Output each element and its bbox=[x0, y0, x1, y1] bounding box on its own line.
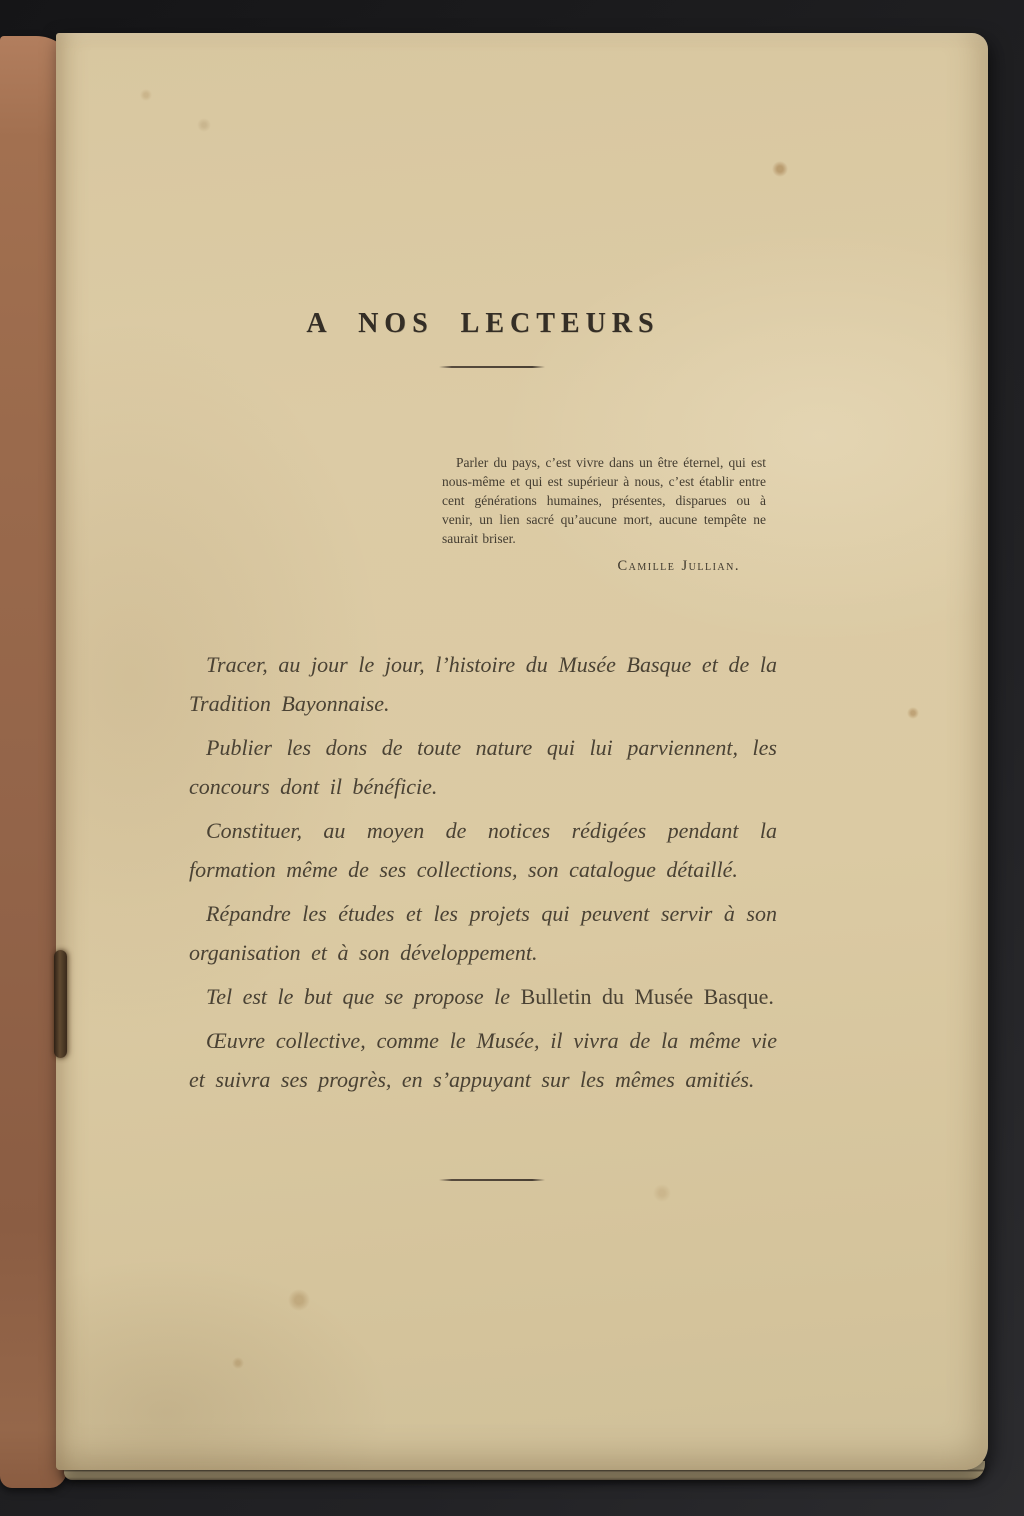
title-divider-rule bbox=[439, 366, 545, 368]
epigraph-block bbox=[442, 453, 766, 576]
body-paragraph bbox=[189, 894, 777, 972]
body-paragraph bbox=[189, 728, 777, 806]
body-paragraph bbox=[189, 1021, 777, 1099]
body-paragraph bbox=[189, 811, 777, 889]
paragraph-text-run: Constituer, au moyen de notices rédigées pendant la formation même de ses collections, son catalogue détaillé. bbox=[189, 818, 777, 882]
epigraph-attribution: Camille Jullian. bbox=[617, 558, 740, 574]
binding-stitch bbox=[54, 950, 67, 1058]
paragraph-text-run: Publier les dons de toute nature qui lui parviennent, les concours dont il bénéficie. bbox=[189, 735, 777, 799]
closing-divider-rule bbox=[439, 1179, 545, 1181]
page-content bbox=[189, 33, 777, 1470]
body-paragraph bbox=[189, 977, 777, 1016]
body-paragraph bbox=[189, 645, 777, 723]
page-sheet bbox=[56, 33, 988, 1470]
paragraph-text-run: Répandre les études et les projets qui peuvent servir à son organisation et à son développement. bbox=[189, 901, 777, 965]
epigraph-text: Parler du pays, c’est vivre dans un être éternel, qui est nous-même et qui est supérieur à nous, c’est établir entre cent générations humaines, présentes, disparues ou à venir, un lien sacré qu’aucune mort, aucune tempête ne saurait briser. bbox=[442, 455, 766, 546]
paragraph-text-run: Tel est le but que se propose le bbox=[206, 984, 521, 1009]
paragraph-text-run: Œuvre collective, comme le Musée, il vivra de la même vie et suivra ses progrès, en s’appuyant sur les mêmes amitiés. bbox=[189, 1028, 777, 1092]
paragraph-text-run: Bulletin du Musée Basque. bbox=[520, 984, 774, 1009]
body-text bbox=[189, 645, 777, 1104]
paragraph-text-run: Tracer, au jour le jour, l’histoire du Musée Basque et de la Tradition Bayonnaise. bbox=[189, 652, 777, 716]
page-title: A NOS LECTEURS bbox=[306, 307, 660, 339]
